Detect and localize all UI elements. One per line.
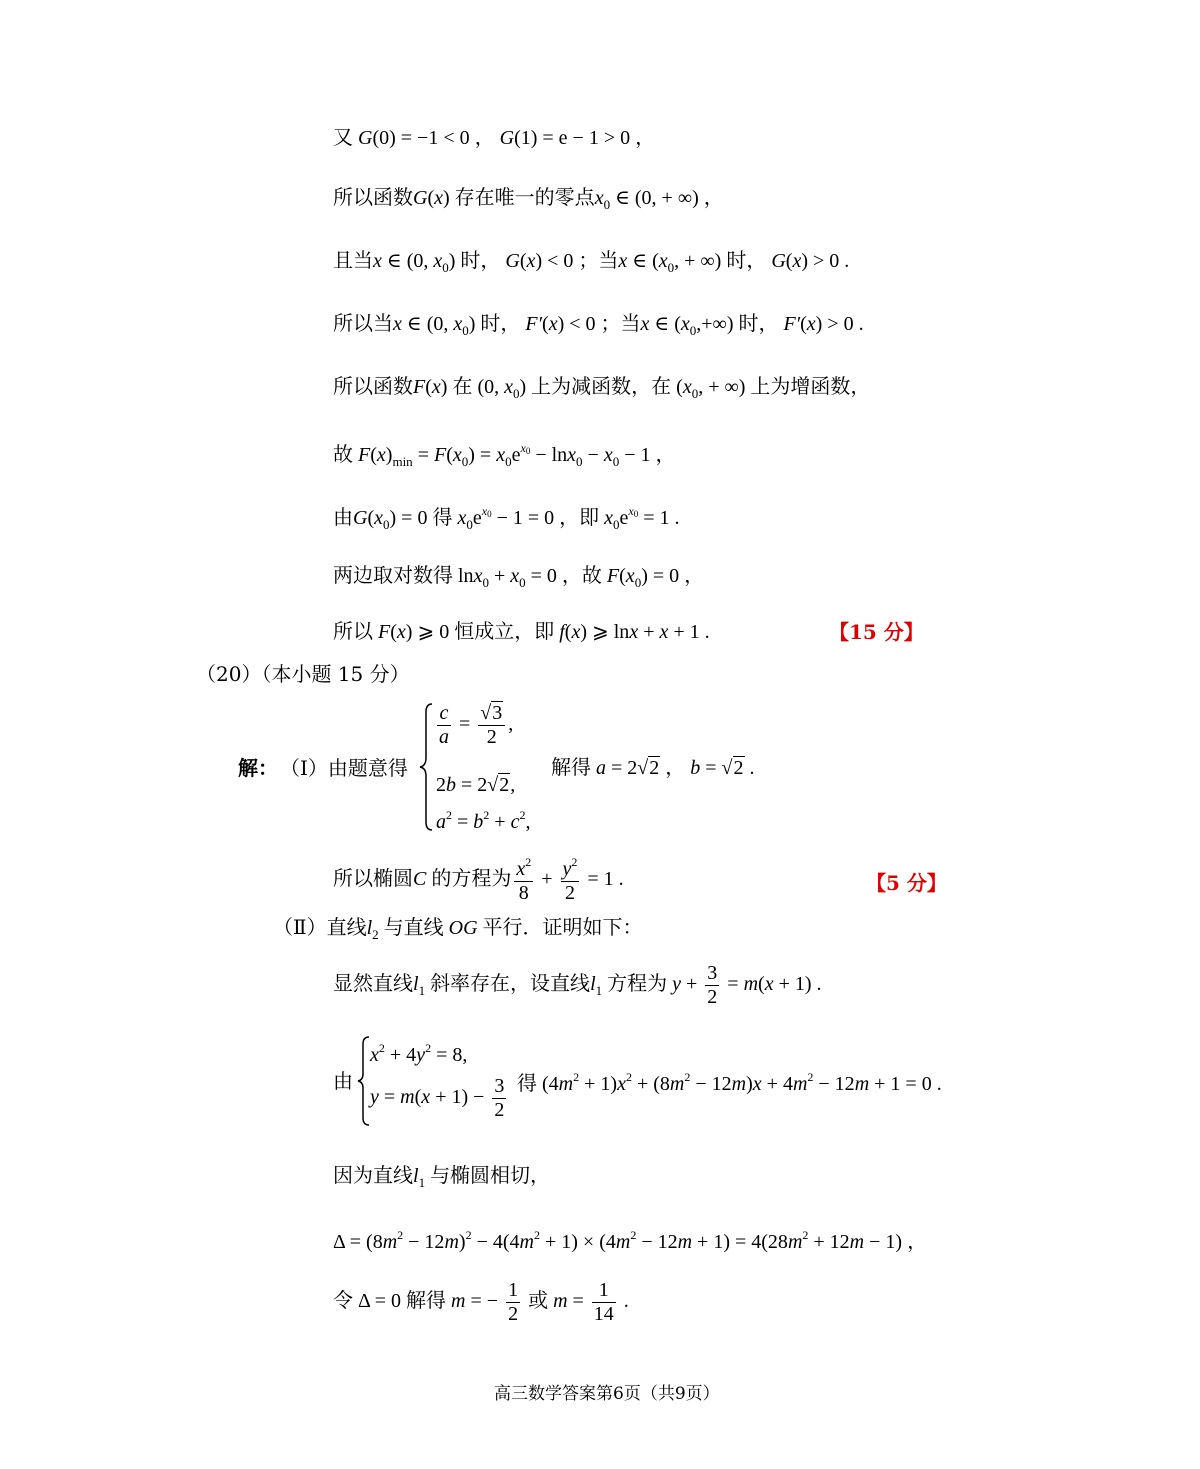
math-var: x [682,376,692,398]
math-var: m [400,1086,415,1109]
text-line-14 [333,962,822,1009]
math-var: x [431,376,441,398]
math-var: OG [448,917,478,939]
part-one-label: （Ⅰ）由题意得 [280,756,408,780]
math-var: F [378,621,391,643]
text: 显然直线 [333,973,413,996]
solution-values [551,758,755,778]
math-var: x [640,313,650,335]
math-expr: , [510,774,516,796]
denominator: 8 [518,882,529,904]
math-expr: = 8, [431,1044,468,1066]
text: 且当 [333,250,373,272]
denominator: a [439,726,449,748]
math-var: m [558,1073,574,1095]
text-line-13 [273,918,643,941]
math-expr: + 12 [808,1231,850,1253]
text: − 1 = 0 ，即 [491,507,600,529]
text: ) 时， [468,313,521,335]
math-var: G [771,250,786,272]
math-expr: = 2 [606,757,638,779]
math-expr: + [536,868,558,891]
subscript: 2 [372,927,379,942]
numerator: c [437,702,451,726]
text-line-5 [333,377,870,400]
math-expr: ( [785,250,793,272]
math-var: x [617,1073,626,1095]
math-expr: = [567,1290,589,1313]
math-expr: ( [446,444,453,466]
math-expr: ) = [468,444,497,466]
text: 故 [333,444,353,466]
text-line-1 [333,128,655,148]
sqrt-sign: √ [480,702,492,724]
math-expr: ( [758,973,765,996]
math-expr: ) ⩾ ln [580,621,630,643]
subscript: 0 [383,517,390,532]
text: ) < 0 ；当 [557,313,641,335]
math-expr: − 12 [636,1231,678,1253]
math-expr: + 1 . [668,621,710,643]
math-var: l [413,1165,419,1187]
math-var: F′ [525,313,543,335]
math-var: l [590,973,596,996]
text: ,+∞) 时， [696,313,779,335]
superscript: 2 [573,1070,580,1084]
math-var: G [505,250,520,272]
math-var: m [792,1073,808,1095]
superscript: 2 [378,1041,385,1055]
subscript: 0 [525,446,531,456]
math-var: m [731,1073,747,1095]
math-var: x [374,507,384,529]
text: ) ⩾ 0 恒成立，即 [405,621,555,643]
math-var: C [413,868,427,891]
math-var: x [433,250,443,272]
math-expr: + 4 [761,1073,793,1095]
text: 由 [333,507,353,529]
subscript: 0 [689,323,697,338]
math-expr: ∈ (0, + ∞) ， [610,187,724,209]
text: 的方程为 [426,868,512,891]
math-expr: + 1) = 4(28 [692,1231,788,1253]
math-expr: − 1) ， [864,1231,928,1253]
math-var: x [396,621,406,643]
math-var: b [446,774,456,796]
math-var: x [628,504,634,518]
math-expr: + 1) . [773,973,822,996]
math-var: x [618,250,628,272]
math-expr: + 1) × (4 [539,1231,616,1253]
math-expr: + 1 = 0 . [869,1073,942,1095]
numerator: 1 [592,1279,616,1303]
math-expr: ( [414,1086,422,1109]
text: 因为直线 [333,1165,413,1187]
math-var: x [658,250,668,272]
math-var: x [680,313,690,335]
superscript: 2 [630,1228,637,1242]
text: 与直线 [378,917,444,939]
subscript: 0 [691,386,699,401]
score-badge: 【15 分】 [829,620,924,644]
text: ) 时， [448,250,501,272]
subscript: 0 [482,575,489,590]
math-var: x [376,444,386,466]
math-var: x [603,444,613,466]
math-expr: ∈ ( [627,250,659,272]
superscript: 2 [525,855,532,869]
math-var: a [436,811,446,833]
math-expr: + [489,811,511,833]
math-expr: ( [367,507,375,529]
superscript: 2 [425,1041,432,1055]
text-line-3 [333,251,849,274]
math-expr: = 1 . [582,868,624,891]
math-expr: = [412,444,434,466]
math-expr: − 12 [690,1073,732,1095]
solution-label: 解： [238,756,278,780]
math-expr: ( [800,313,807,335]
math-expr: ( [519,250,527,272]
subscript: min [392,454,413,469]
math-var: a [596,757,606,779]
math-var: x [659,621,669,643]
math-var: x [567,444,577,466]
math-expr: = [722,973,744,996]
text-line-16 [333,1166,550,1189]
math-var: m [849,1231,865,1253]
superscript: 2 [446,808,452,822]
radicand: 2 [499,774,510,796]
subscript: 1 [418,983,426,999]
math-expr: ( [427,187,435,209]
text-line-12 [333,856,624,905]
math-var: F [433,444,447,466]
superscript: 2 [519,808,526,822]
math-var: G [358,127,373,149]
math-var: m [451,1290,466,1313]
math-expr: e [511,444,521,466]
math-expr: 2 [436,774,446,796]
math-expr: − ln [530,444,568,466]
text: 所以函数 [333,187,413,209]
subscript: 0 [466,517,473,532]
math-expr: (1) = e − 1 > 0 ， [514,127,656,149]
system-row-1 [370,1041,467,1067]
system-row-3 [436,808,530,834]
radicand: 2 [649,757,660,779]
math-var: x [453,313,463,335]
math-var: m [787,1231,803,1253]
text: = 0 ，故 [525,565,602,587]
text: 又 [333,127,353,149]
math-var: x [792,250,802,272]
sqrt-sign: √ [721,757,733,779]
math-expr: , [508,713,514,736]
math-expr: ∈ (0, [401,313,454,335]
math-expr: = − [465,1290,504,1313]
math-var: m [615,1231,631,1253]
text: 所以椭圆 [333,868,413,891]
math-var: x [604,507,614,529]
math-var: m [519,1231,534,1253]
math-expr: + 1) [579,1073,618,1095]
math-expr: − 12 [813,1073,855,1095]
subscript: 0 [633,509,639,519]
text: ) 存在唯一的零点 [443,187,595,209]
subscript: 0 [461,454,469,469]
radicand: 2 [733,757,744,779]
sqrt-sign: √ [487,774,499,796]
math-expr: . [618,1290,629,1313]
numerator: 3 [494,1075,505,1097]
superscript: 2 [533,1228,540,1242]
denominator: 2 [564,882,575,904]
system-row-2 [370,1075,509,1122]
math-var: F [606,565,620,587]
text: 所以函数 [333,376,413,398]
text: 两边取对数得 ln [333,565,474,587]
text-line-18 [333,1279,629,1326]
math-var: l [366,917,373,939]
system-row-1 [434,702,513,749]
text: , + ∞) 时， [674,250,767,272]
subscript: 0 [462,323,469,338]
math-expr: , [525,811,531,833]
math-expr: ) > 0 . [801,250,850,272]
math-var: x [434,187,444,209]
math-var: x [764,973,774,996]
system-row-2 [436,774,515,797]
text: 令 Δ = 0 解得 [333,1290,447,1313]
text: ) < 0 ；当 [535,250,619,272]
denominator: 14 [593,1303,614,1325]
math-var: y [370,1086,379,1109]
denominator: 2 [486,726,497,748]
math-expr: + [638,621,660,643]
subscript: 0 [513,386,520,401]
math-var: x [481,504,488,518]
math-var: x [452,444,462,466]
denominator: 2 [494,1099,505,1121]
math-var: F [358,444,371,466]
math-var: x [629,621,639,643]
text-line-7 [333,505,680,531]
math-var: x [594,187,604,209]
text: 方程为 [602,973,668,996]
text: 所以 [333,621,373,643]
math-var: x [370,1044,379,1066]
math-var: x [421,1086,431,1109]
math-var: x [496,444,506,466]
subscript: 0 [519,575,526,590]
text-line-9 [333,622,710,642]
you-label: 由 [333,1069,353,1093]
math-var: m [677,1231,693,1253]
math-expr: = [452,811,474,833]
math-expr: Δ = (8 [333,1231,383,1253]
math-var: x [526,250,536,272]
subscript: 0 [634,575,642,590]
math-var: x [571,621,581,643]
math-expr: + 4 [384,1044,417,1066]
text: ) 在 (0, [440,376,505,398]
math-var: x [625,565,635,587]
subscript: 0 [442,260,449,275]
superscript: 2 [802,1228,809,1242]
math-var: b [690,757,701,779]
numerator: 1 [508,1279,519,1301]
numerator: 3 [707,962,718,984]
math-expr: − 4(4 [471,1231,520,1253]
math-var: y [416,1044,426,1066]
subscript: 0 [576,454,583,469]
math-expr: = 2 [456,774,488,796]
math-expr: = [378,1086,401,1109]
text-line-4 [333,314,864,337]
math-var: x [373,250,382,272]
score-badge: 【5 分】 [866,871,947,895]
math-expr: e [619,507,629,529]
math-var: x [510,565,520,587]
math-expr: 得 (4 [517,1073,559,1095]
math-expr: = [454,713,476,736]
subscript: 0 [487,509,492,519]
math-expr: = [700,757,722,779]
math-expr: ( [390,621,397,643]
text: 斜率存在，设直线 [425,973,591,996]
math-expr: ( [542,313,549,335]
superscript: 2 [807,1070,814,1084]
math-var: x [752,1073,762,1095]
subscript: 0 [505,454,512,469]
text: 所以当 [333,313,393,335]
math-expr: ) = 0 ， [641,565,705,587]
superscript: 2 [465,1228,472,1242]
denominator: 2 [508,1303,519,1325]
math-var: x [504,376,513,398]
text-line-8 [333,566,704,589]
text: ) 上为减函数，在 ( [519,376,683,398]
math-var: m [553,1290,568,1313]
superscript: 2 [684,1070,691,1084]
math-expr: . [744,757,755,779]
math-var: m [444,1231,459,1253]
superscript: 2 [397,1228,404,1242]
math-expr: ∈ ( [649,313,681,335]
math-expr: ) [746,1073,753,1095]
subscript: 0 [667,260,675,275]
math-var: y [672,973,682,996]
page-footer: 高三数学答案第6页（共9页） [494,1384,720,1404]
math-var: G [353,507,368,529]
math-var: x [520,441,526,455]
subscript: 1 [418,1175,426,1190]
math-expr: ( [564,621,572,643]
text: ) = 0 得 [389,507,453,529]
math-expr: ( [425,376,432,398]
text-line-6 [333,442,676,468]
math-expr: = 1 . [638,507,680,529]
question-heading: （20）（本小题 15 分） [196,662,410,686]
math-var: m [854,1073,870,1095]
radicand: 3 [492,702,503,724]
denominator: 2 [707,986,718,1008]
math-var: x [457,507,467,529]
math-expr: (0) = −1 < 0 ， [372,127,495,149]
math-expr: e [472,507,482,529]
superscript: 2 [625,1070,632,1084]
math-expr: − 1 ， [619,444,676,466]
math-expr: − 12 [403,1231,445,1253]
math-var: f [559,621,565,643]
math-var: x [393,313,402,335]
discriminant-line [333,1229,927,1252]
text-line-2 [333,188,724,211]
math-var: G [499,127,515,149]
math-var: c [510,811,520,833]
math-var: F [413,376,426,398]
math-expr: + [488,565,511,587]
text: 或 [523,1290,549,1313]
math-expr: ∈ (0, [381,250,434,272]
math-expr: ， [660,757,686,779]
math-expr: ( [619,565,626,587]
quartic-equation [517,1071,942,1094]
math-expr: + (8 [631,1073,670,1095]
equation-system-2 [356,1035,516,1127]
math-expr: ) [458,1231,466,1253]
text: , + ∞) 上为增函数， [698,376,871,398]
text: 与椭圆相切， [425,1165,551,1187]
math-var: x [548,313,558,335]
text: 平行．证明如下： [477,917,643,939]
math-var: m [743,973,759,996]
math-var: G [413,187,428,209]
subscript: 0 [603,197,611,212]
superscript: 2 [483,808,490,822]
math-var: b [473,811,484,833]
math-var: x [473,565,483,587]
math-expr: ( [370,444,377,466]
sqrt-sign: √ [637,757,649,779]
math-var: m [382,1231,398,1253]
subscript: 1 [595,983,603,999]
math-expr: ) [385,444,393,466]
math-var: F′ [783,313,801,335]
subscript: 0 [613,517,620,532]
text: 解得 [551,757,591,779]
subscript: 0 [612,454,620,469]
math-var: l [413,973,419,996]
math-expr: ) > 0 . [815,313,864,335]
superscript: 2 [571,855,578,869]
text: （Ⅱ）直线 [273,917,367,939]
math-var: x [516,858,526,880]
math-expr: + 1) − [430,1086,490,1109]
math-expr: − [582,444,604,466]
math-expr: + [681,973,703,996]
math-var: m [669,1073,685,1095]
math-var: y [562,858,572,880]
math-var: x [806,313,816,335]
